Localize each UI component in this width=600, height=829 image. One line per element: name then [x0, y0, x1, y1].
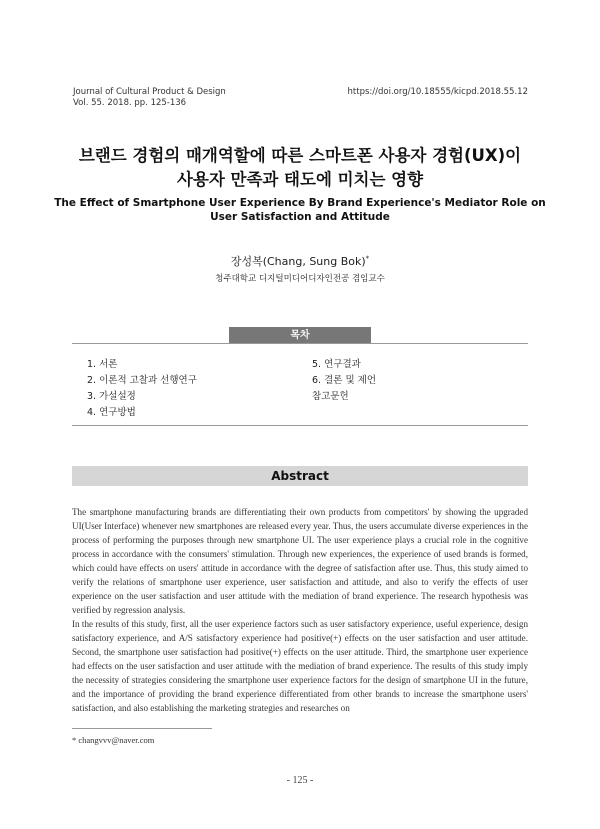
author-name: 장성복(Chang, Sung Bok) [230, 255, 366, 268]
toc-item: 5. 연구결과 [312, 359, 361, 370]
page-number: - 125 - [286, 775, 314, 786]
doi-link[interactable]: https://doi.org/10.18555/kicpd.2018.55.12 [347, 87, 528, 97]
footnote-divider [72, 728, 212, 729]
abstract-paragraph: The smartphone manufacturing brands are differentiating their own products from competitors' by showing the upgraded UI(User Interface) whenever new smartphones are released every year. Thus, the users accumulate diverse experiences in the process of performing the purposes through new smartphone UI. The user experience plays a crucial role in the cognitive process in accordance with the consumers' stimulation. Through new experiences, the experience of used brands is formed, which could have effects on users' attitude in accordance with the degree of satisfaction after use. Thus, this study aimed to verify the relations of smartphone user experience, user satisfaction and attitude, and also to verify the effects of user experience on the user satisfaction and user attitude with the mediation of brand experience. The research hypothesis was verified by regression analysis. [72, 507, 528, 615]
author-line [0, 253, 600, 269]
english-title-line2: User Satisfaction and Attitude [210, 211, 390, 223]
author-affiliation: 청주대학교 디지털미디어디자인전공 겸임교수 [215, 274, 385, 284]
english-title [0, 196, 600, 224]
toc-item: 4. 연구방법 [87, 407, 136, 418]
abstract-heading: Abstract [72, 466, 528, 486]
table-of-contents [72, 343, 528, 426]
author-footnote-mark: * [365, 254, 370, 263]
journal-header [73, 87, 226, 109]
toc-item: 3. 가설설정 [87, 391, 136, 402]
english-title-line1: The Effect of Smartphone User Experience By Brand Experience's Mediator Role on [54, 197, 546, 209]
toc-right-column [312, 357, 376, 405]
toc-left-column [87, 357, 197, 421]
toc-item: 2. 이론적 고찰과 선행연구 [87, 375, 197, 386]
toc-item: 1. 서론 [87, 359, 118, 370]
journal-name: Journal of Cultural Product & Design [73, 87, 226, 97]
journal-volume: Vol. 55. 2018. pp. 125-136 [73, 98, 187, 108]
abstract-body [72, 505, 528, 715]
toc-heading: 목차 [229, 327, 371, 344]
korean-title [0, 144, 600, 192]
toc-item: 참고문헌 [312, 391, 349, 402]
footnote-email: * changvvv@naver.com [72, 735, 155, 745]
korean-title-line1: 브랜드 경험의 매개역할에 따른 스마트폰 사용자 경험(UX)이 [78, 146, 522, 165]
abstract-paragraph: In the results of this study, first, all the user experience factors such as user satisfactory experience, useful experience, design satisfactory experience, and A/S satisfactory experience had positive(+) effects on the user satisfaction and user attitude. Second, the smartphone user satisfaction had positive(+) effects on the user attitude. Third, the smartphone user experience had effects on the user satisfaction and user attitude with the mediation of brand experience. The results of this study imply the necessity of strategies considering the smartphone user experience factors for the design of smartphone UI in the future, and the importance of providing the brand experience differentiated from other brands to increase the smartphone users' satisfaction, and also establishing the marketing strategies and researches on [72, 619, 528, 713]
korean-title-line2: 사용자 만족과 태도에 미치는 영향 [176, 170, 424, 189]
toc-item: 6. 결론 및 제언 [312, 375, 377, 386]
